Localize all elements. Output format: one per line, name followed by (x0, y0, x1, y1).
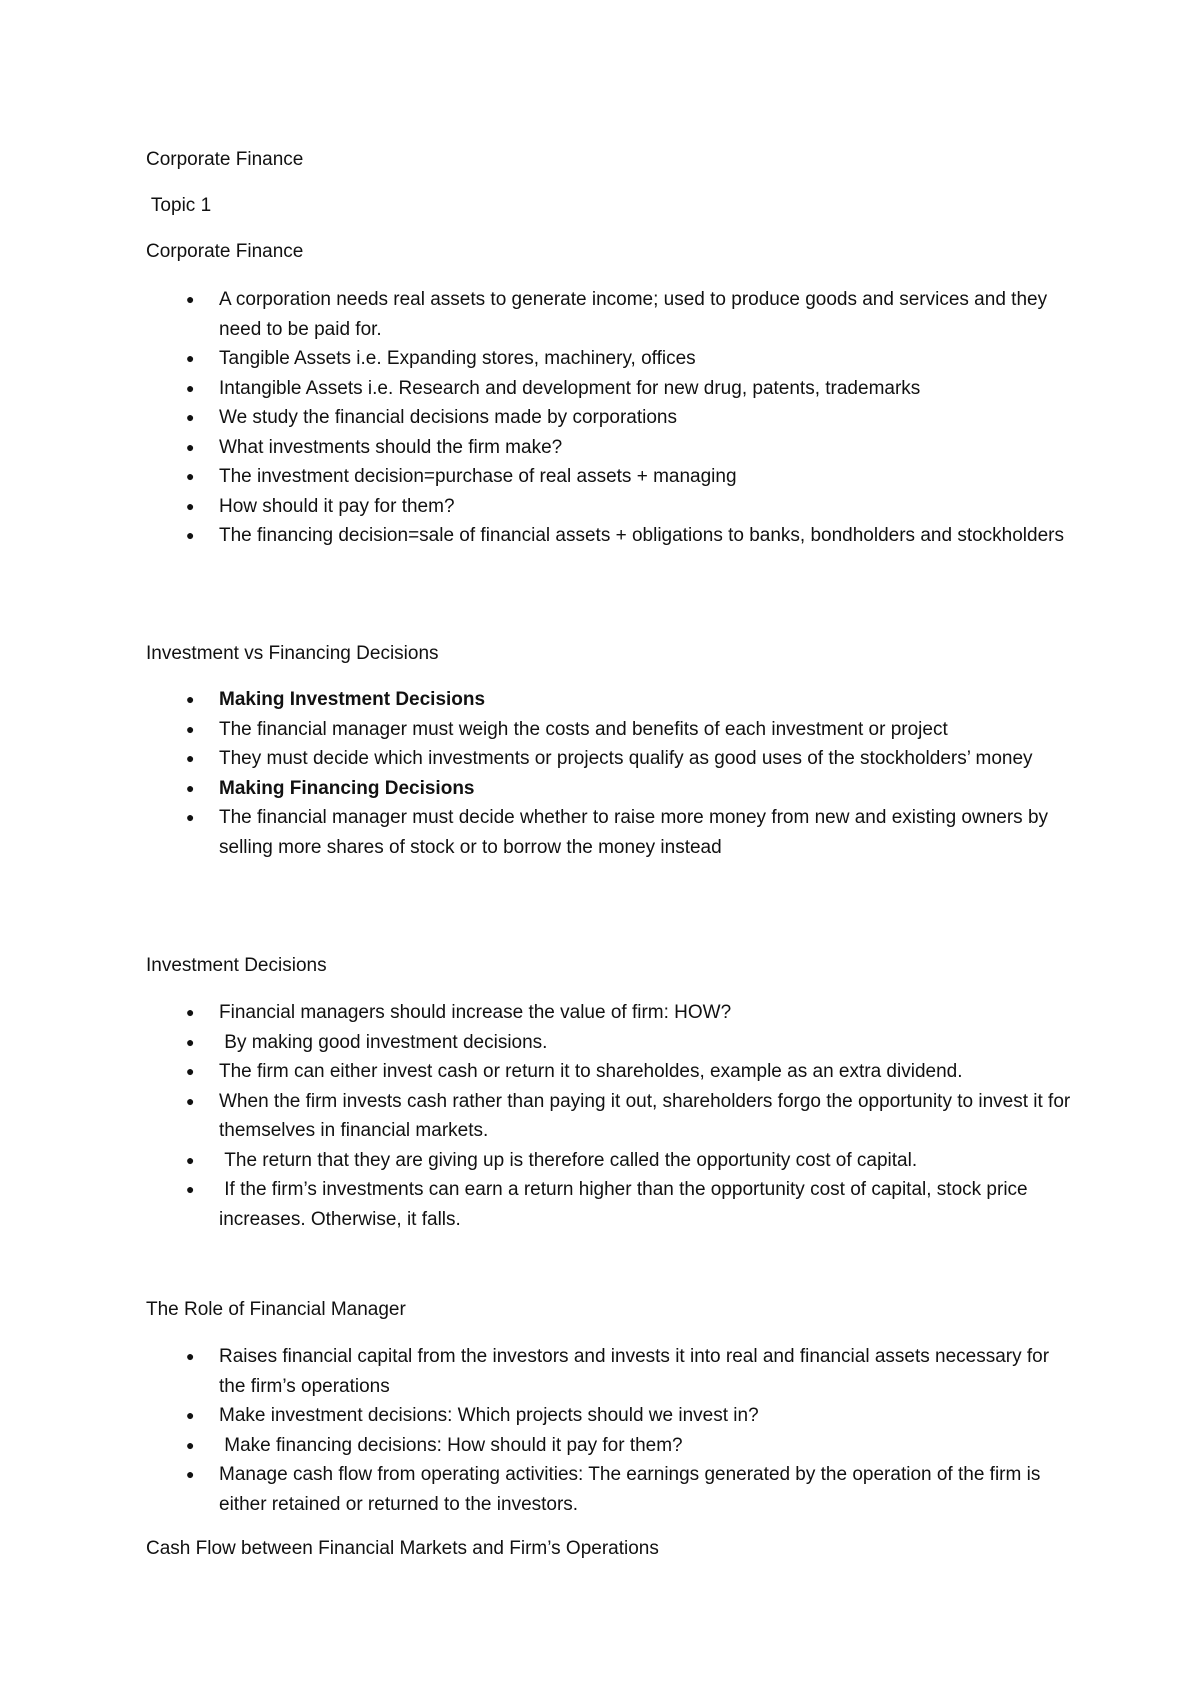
bullet-icon: ● (186, 1063, 195, 1079)
section-heading-corporate-finance: Corporate Finance (146, 241, 304, 262)
bullet-icon: ● (186, 527, 195, 543)
bullet-icon: ● (186, 497, 195, 514)
list-item-text: When the firm invests cash rather than paying it out, shareholders forgo the opportunity to invest it for themselves in financial markets. (219, 1090, 1071, 1141)
list-item-text: Raises financial capital from the investors and invests it into real and financial assets necessary for the firm’s operations (219, 1346, 1050, 1397)
list-item-text: The financial manager must decide whether to raise more money from new and existing owners by selling more shares of stock or to borrow the money instead (219, 807, 1049, 858)
bullet-icon: ● (186, 409, 195, 425)
bullet-icon: ● (186, 750, 195, 766)
list-item (0, 344, 1079, 374)
bullet-icon: ● (186, 1466, 195, 1482)
list-item-text: By making good investment decisions. (219, 1031, 548, 1053)
list-item-text: Intangible Assets i.e. Research and development for new drug, patents, trademarks (219, 377, 921, 399)
bullet-icon: ● (186, 350, 195, 366)
bullet-list-corporate-finance (0, 285, 1200, 551)
bullet-icon: ● (186, 1348, 195, 1364)
list-item-text: Make financing decisions: How should it pay for them? (219, 1434, 683, 1456)
bullet-icon: ● (186, 1033, 195, 1050)
list-item (0, 1342, 1079, 1401)
list-item (0, 374, 1079, 404)
bullet-icon: ● (186, 438, 195, 455)
list-item-text: How should it pay for them? (219, 495, 455, 517)
bullet-icon: ● (186, 468, 195, 484)
list-item (0, 433, 1079, 463)
list-item-text: Making Financing Decisions (219, 777, 475, 799)
section-heading-investment-vs-financing: Investment vs Financing Decisions (146, 643, 439, 664)
list-item-text: Make investment decisions: Which projects should we invest in? (219, 1405, 759, 1426)
list-item (0, 1028, 1079, 1058)
list-item (0, 1401, 1079, 1431)
list-item (0, 1087, 1079, 1146)
list-item (0, 521, 1079, 551)
list-item-text: The firm can either invest cash or return it to shareholdes, example as an extra dividend. (219, 1061, 963, 1082)
list-item-text: What investments should the firm make? (219, 436, 563, 458)
section-heading-cash-flow: Cash Flow between Financial Markets and Firm’s Operations (146, 1538, 659, 1559)
list-item (0, 1175, 1079, 1234)
list-item (0, 492, 1079, 522)
bullet-list-role-of-financial-manager (0, 1342, 1200, 1519)
list-item-text: If the firm’s investments can earn a return higher than the opportunity cost of capital, stock price increases. Otherwise, it falls. (219, 1179, 1033, 1230)
list-item-text: The financing decision=sale of financial assets + obligations to banks, bondholders and stockholders (219, 525, 1064, 546)
list-item (0, 285, 1079, 344)
list-item-text: Financial managers should increase the value of firm: HOW? (219, 1002, 732, 1023)
list-item-text: Manage cash flow from operating activities: The earnings generated by the operation of the firm is either retained or returned to the investors. (219, 1464, 1041, 1515)
bullet-icon: ● (186, 691, 195, 707)
document-title: Corporate Finance (146, 149, 304, 170)
list-item-text: A corporation needs real assets to generate income; used to produce goods and services and they need to be paid for. (219, 289, 1048, 340)
list-item (0, 998, 1079, 1028)
list-item-text: We study the financial decisions made by corporations (219, 407, 678, 428)
list-item (0, 1431, 1079, 1461)
section-heading-role-of-financial-manager: The Role of Financial Manager (146, 1299, 406, 1320)
list-item (0, 744, 1079, 774)
bullet-icon: ● (186, 379, 195, 396)
list-item-text: The return that they are giving up is therefore called the opportunity cost of capital. (219, 1149, 918, 1171)
list-item (0, 1460, 1079, 1519)
section-heading-investment-decisions: Investment Decisions (146, 955, 327, 976)
list-item-text: Tangible Assets i.e. Expanding stores, machinery, offices (219, 348, 696, 369)
list-item (0, 803, 1079, 862)
bullet-icon: ● (186, 720, 195, 737)
bullet-icon: ● (186, 1151, 195, 1168)
bullet-icon: ● (186, 1407, 195, 1423)
list-item (0, 774, 1079, 804)
topic-label: Topic 1 (146, 195, 212, 216)
list-item-text: Making Investment Decisions (219, 689, 486, 710)
bullet-icon: ● (186, 291, 195, 307)
bullet-icon: ● (186, 1004, 195, 1020)
bullet-icon: ● (186, 779, 195, 796)
list-item (0, 403, 1079, 433)
list-item-text: They must decide which investments or projects qualify as good uses of the stockholders’ money (219, 748, 1033, 769)
list-item (0, 685, 1079, 715)
list-item (0, 1146, 1079, 1176)
list-item (0, 462, 1079, 492)
bullet-list-investment-vs-financing (0, 685, 1200, 862)
list-item (0, 715, 1079, 745)
bullet-icon: ● (186, 1181, 195, 1197)
list-item-text: The financial manager must weigh the costs and benefits of each investment or project (219, 718, 948, 740)
list-item (0, 1057, 1079, 1087)
bullet-icon: ● (186, 809, 195, 825)
bullet-list-investment-decisions (0, 998, 1200, 1234)
bullet-icon: ● (186, 1092, 195, 1109)
bullet-icon: ● (186, 1436, 195, 1453)
list-item-text: The investment decision=purchase of real assets + managing (219, 466, 737, 487)
